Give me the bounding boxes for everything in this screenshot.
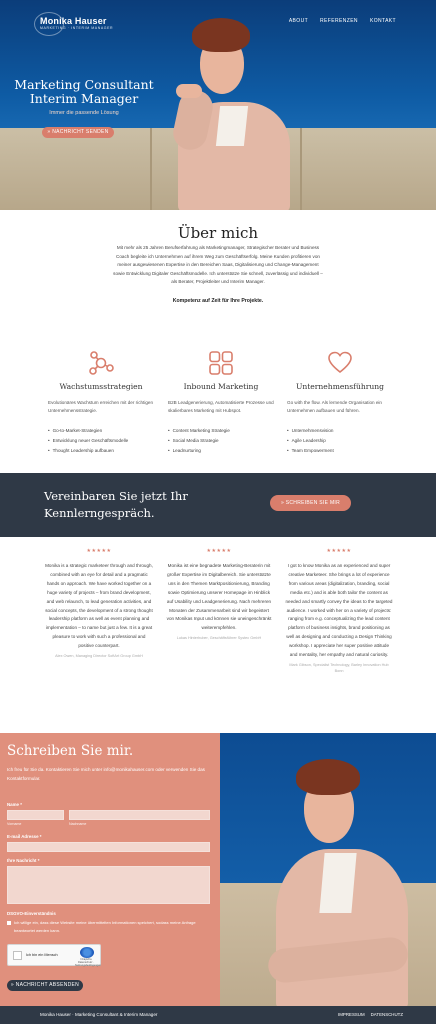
- testimonial: [285, 548, 393, 674]
- logo[interactable]: [40, 16, 113, 30]
- feature-description: Evolutionäres Wachstum erreichen mit der richtigen Unternehmensstrategie.: [48, 400, 154, 414]
- nav-kontakt[interactable]: KONTAKT: [369, 18, 396, 24]
- message-label: Ihre Nachricht *: [7, 858, 40, 863]
- feature-list-item: • Team Empowerment: [287, 446, 393, 456]
- feature-description: B2B Leadgenerierung, Automatisierte Prozesse und skalierbares Marketing mit Hubspot.: [168, 400, 274, 414]
- feature-description: Go with the flow. Als lernende Organisation ein Unternehmen aufbauen und führen.: [287, 400, 382, 414]
- about-tagline: Kompetenz auf Zeit für Ihre Projekte.: [172, 298, 264, 304]
- footer-links: [338, 1012, 403, 1017]
- consent-checkbox[interactable]: [7, 921, 11, 925]
- testimonial-author: Mark Gibson, Specialist Technology, Barley Innovation Hub Bonn: [289, 662, 389, 673]
- feature-list-item: • Thought Leadership aufbauen: [48, 446, 154, 456]
- captcha-label: Ich bin ein Mensch: [26, 953, 58, 957]
- captcha-widget: [7, 944, 101, 966]
- about-text: Mit mehr als 25 Jahren Berufserfahrung als Marketingmanager, Strategischer Berater und Business Coach begleite ich Unternehmen auf ihrem Weg zum Geschäftserfolg. Meine Kunden profitieren von meiner ausgewiesenen Expertise in den Bereichen Saas, Digitalisierung und Change-Management sowie Entwicklung Digitaler Geschäftsmodelle. Ich unterstütze Sie schnell, zuverlässig und individuell – als Berater, Projektleiter und Interim Manager.: [113, 245, 323, 285]
- feature-list-item: • Entwicklung neuer Geschäftsmodelle: [48, 436, 154, 446]
- star-rating: ★★★★★: [206, 548, 232, 554]
- logo-name: Monika Hauser: [40, 16, 107, 26]
- feature-list: [287, 426, 393, 455]
- last-name-input[interactable]: [69, 810, 210, 820]
- send-message-button[interactable]: » NACHRICHT ABSENDEN: [7, 980, 83, 991]
- captcha-brand: [75, 958, 101, 967]
- nav-about[interactable]: ABOUT: [288, 18, 309, 24]
- hero-title-line1: Marketing Consultant: [14, 77, 154, 92]
- testimonial-quote: Monika ist eine begnadete Marketing-Beraterin mit großer Expertise im Digitalbereich. Sie unterstützte uns in den Themen Marktpositionierung, Branding sowie Optimierung unserer Homepage im Hinblick auf Usability und Leadgenerierung. Nach mehreren Monaten der Zusammenarbeit sind wir begeistert von Monikas Input und können sie uneingeschränkt weiterempfehlen.: [166, 563, 272, 631]
- feature-list: [48, 426, 154, 455]
- feature-list-item: • Agile Leadership: [287, 436, 393, 446]
- hero-title-line2: Interim Manager: [29, 91, 139, 106]
- contact-intro: Ich freu für Sie da. Kontaktieren Sie mich unter info@monikahauser.com oder verwenden Sie das Kontaktformular.: [7, 767, 205, 781]
- footer-link-datenschutz[interactable]: DATENSCHUTZ: [370, 1012, 403, 1017]
- first-name-sublabel: Vorname: [7, 822, 22, 826]
- testimonial: [165, 548, 273, 641]
- testimonial: [45, 548, 153, 659]
- message-textarea[interactable]: [7, 866, 210, 904]
- dsgvo-label: DSGVO-Einverständnis: [7, 911, 56, 916]
- hero-send-message-button[interactable]: » NACHRICHT SENDEN: [42, 127, 114, 138]
- cta-text: Vereinbaren Sie jetzt Ihr Kennlerngespräch.: [44, 489, 188, 520]
- hero-subtitle: Immer die passende Lösung: [49, 110, 119, 116]
- email-field[interactable]: [7, 842, 210, 852]
- sofa-seam: [150, 128, 152, 210]
- testimonial-author: Lukas Hinterhuber, Geschäftsführer Systec GmbH: [176, 636, 262, 641]
- feature-list-item: • Content Marketing Strategie: [168, 426, 274, 436]
- last-name-sublabel: Nachname: [69, 822, 87, 826]
- sofa-seam: [300, 128, 302, 210]
- feature-list-item: • Unternehmensvision: [287, 426, 393, 436]
- feature-title: Unternehmensführung: [295, 382, 385, 391]
- star-rating: ★★★★★: [326, 548, 352, 554]
- main-nav: [289, 18, 396, 24]
- cta-write-me-button[interactable]: » SCHREIBEN SIE MIR: [270, 495, 351, 511]
- about-title: Über mich: [177, 224, 259, 242]
- hero-portrait: [170, 10, 300, 210]
- network-icon: [88, 350, 114, 376]
- captcha-checkbox[interactable]: [13, 951, 22, 960]
- footer-link-impressum[interactable]: IMPRESSUM: [338, 1012, 365, 1017]
- testimonial-quote: Monika is a strategic marketeer through and through, combined with an eye for detail and a pragmatic hands on approach. We have worked together on a huge variety of projects – from brand development, and web relaunch, to lead generation activities, and social concepts, the development of a strong thought leadership platform as well as event planning and implementation – to name but just a few. It is a great pleasure to work with such a professional and positive counterpart.: [45, 563, 153, 649]
- feature-title: Wachstumsstrategien: [59, 382, 143, 391]
- footer-copyright: Monika Hauser · Marketing Consultant & Interim Manager: [40, 1012, 158, 1017]
- captcha-brand-name: hCaptcha: [80, 958, 92, 961]
- captcha-legal-links[interactable]: Datenschutz · Nutzungsbedingungen: [75, 961, 101, 967]
- name-label: Name *: [7, 802, 22, 807]
- star-rating: ★★★★★: [86, 548, 112, 554]
- contact-portrait: [220, 733, 436, 1006]
- first-name-input[interactable]: [7, 810, 64, 820]
- testimonial-quote: I got to know Monika as an experienced and super creative Marketeer. She brings a lot of experience from various areas (digitalization, branding, social media etc.) and is able both tailor the content as needed and smartly convey the ideas to the targeted audience. I worked with her on a variety of projects: ranging from e.g. conceptualizing the lead content platform of business insights, brand positioning as well as designing and conducting a Design Thinking workshop. I appreciate her super positive attitude and mentality, her empathy and natural curiosity.: [285, 563, 393, 658]
- contact-title: Schreiben Sie mir.: [7, 743, 134, 759]
- testimonial-author: Alex Owen, Managing Director SoftArt Group GmbH: [55, 654, 143, 659]
- grid-icon: [208, 350, 234, 376]
- heart-icon: [327, 350, 353, 376]
- hero-title: [14, 78, 154, 106]
- hcaptcha-logo-icon: [80, 947, 94, 958]
- feature-title: Inbound Marketing: [183, 382, 259, 391]
- feature-list: [168, 426, 274, 455]
- email-label: E-mail Adresse *: [7, 834, 42, 839]
- nav-referenzen[interactable]: REFERENZEN: [320, 18, 358, 24]
- feature-list-item: • Social Media Strategie: [168, 436, 274, 446]
- consent-text: Ich willige ein, dass diese Website meine übermittelten Informationen speichert, sodass meine Anfrage beantwortet werden kann.: [14, 920, 196, 933]
- logo-ring: [34, 12, 64, 36]
- feature-list-item: • Leadnurturing: [168, 446, 274, 456]
- logo-subtitle: MARKETING · INTERIM MANAGER: [40, 26, 114, 30]
- feature-list-item: • Go-to-Market-Strategien: [48, 426, 154, 436]
